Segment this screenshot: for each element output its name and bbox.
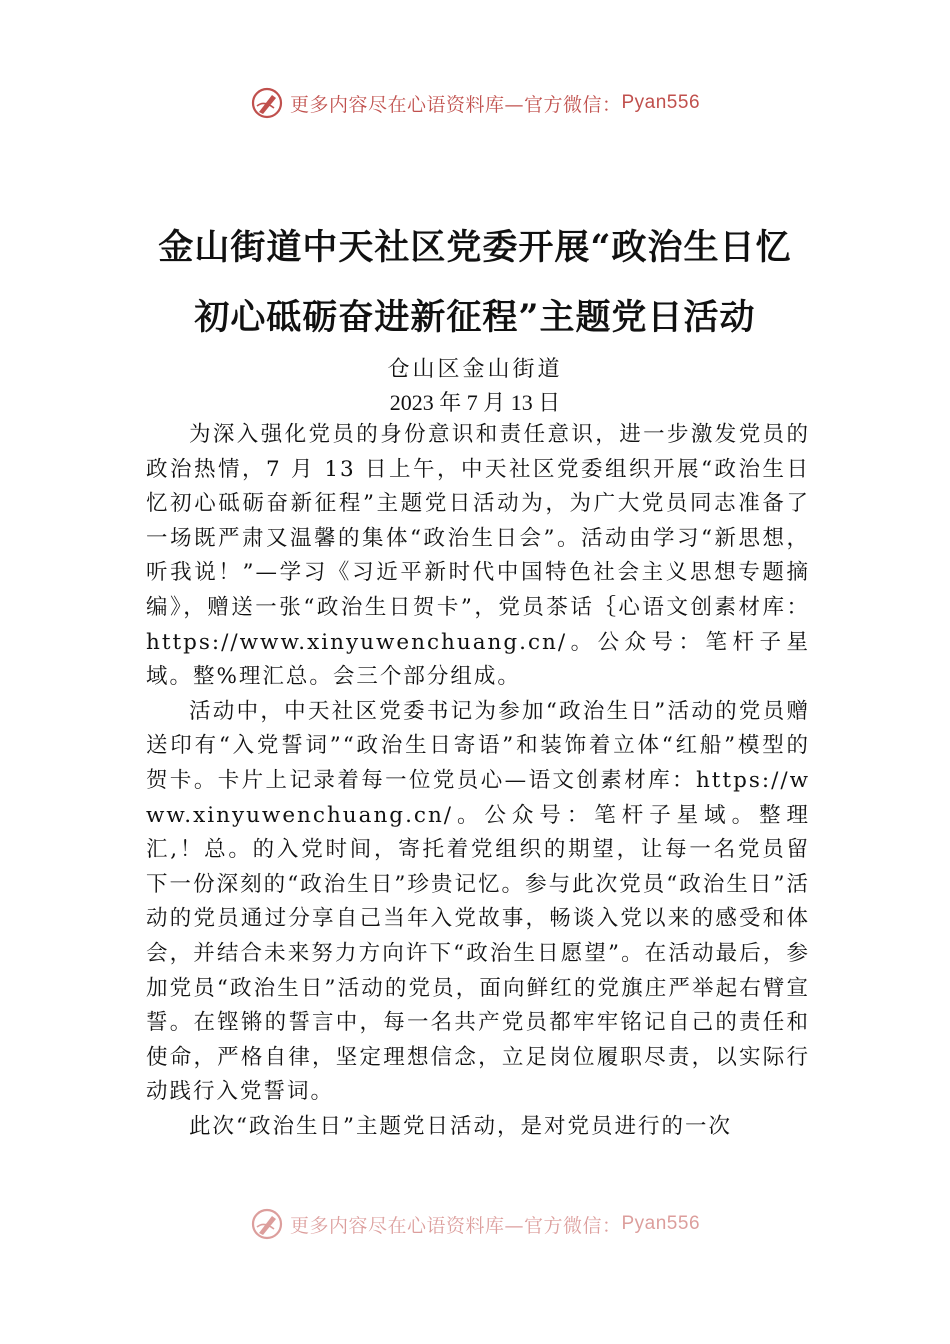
doc-date: 2023 年 7 月 13 日 [389, 390, 561, 415]
paragraph: 活动中，中天社区党委书记为参加“政治生日”活动的党员赠送印有“入党誓词”“政治生日寄语”和装饰着立体“红船”模型的贺卡。卡片上记录着每一位党员心—语文创素材库：https://www.xinyuwenchuang.cn/。公众号：笔杆子星域。整理汇,！总。的入党时间，寄托着党组织的期望，让每一名党员留下一份深刻的“政治生日”珍贵记忆。参与此次党员“政治生日”活动的党员通过分享自己当年入党故事，畅谈入党以来的感受和体会，并结合未来努力方向许下“政治生日愿望”。在活动最后，参加党员“政治生日”活动的党员，面向鲜红的党旗庄严举起右臂宣誓。在铿锵的誓言中，每一名共产党员都牢牢铭记自己的责任和使命，严格自律，坚定理想信念，立足岗位履职尽责，以实际行动践行入党誓词。 [146, 698, 810, 1105]
watermark-wechat-id: Pyan556 [621, 92, 701, 113]
watermark-wechat-id: Pyan556 [621, 1213, 701, 1234]
paragraph: 为深入强化党员的身份意识和责任意识，进一步激发党员的政治热情，7 月 13 日上午，中天社区党委组织开展“政治生日忆初心砥砺奋新征程”主题党日活动为，为广大党员同志准备了一场既严肃又温馨的集体“政治生日会”。活动由学习“新思想，听我说！”—学习《习近平新时代中国特色社会主义思想专题摘编》，赠送一张“政治生日贺卡”，党员茶话｛心语文创素材库：https://www.xinyuwenchuang.cn/。公众号：笔杆子星域。整%理汇总。会三个部分组成。 [146, 422, 810, 690]
paragraph: 此次“政治生日”主题党日活动，是对党员进行的一次 [189, 1113, 732, 1139]
watermark-text: 更多内容尽在心语资料库—官方微信： [289, 93, 622, 116]
pen-logo-icon [250, 1207, 284, 1241]
doc-org: 仓山区金山街道 [387, 357, 563, 382]
doc-title-line2: 初心砥砺奋进新征程”主题党日活动 [194, 297, 756, 338]
watermark-banner-bottom [0, 1202, 950, 1246]
doc-body [146, 418, 810, 1214]
watermark-text: 更多内容尽在心语资料库—官方微信： [289, 1214, 622, 1237]
doc-title-line1: 金山街道中天社区党委开展“政治生日忆 [158, 227, 792, 268]
watermark-banner-top [0, 81, 950, 125]
pen-logo-icon [250, 86, 284, 120]
